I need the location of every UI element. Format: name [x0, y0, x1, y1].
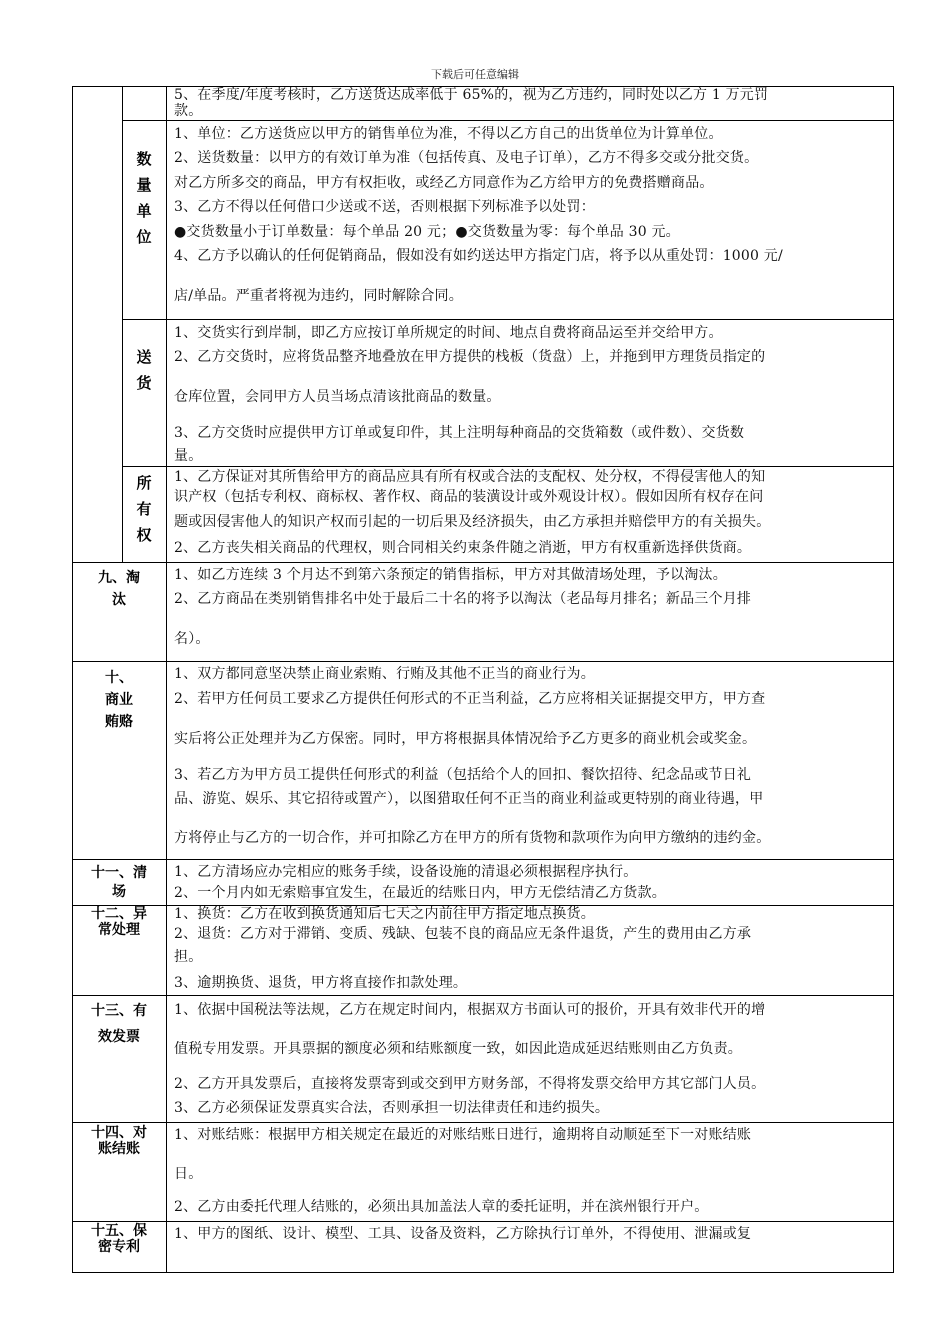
content-line: 1、乙方保证对其所售给甲方的商品应具有所有权或合法的支配权、处分权，不得侵害他人的知 [174, 469, 766, 485]
content-line: 题或因侵害他人的知识产权而引起的一切后果及经济损失，由乙方承担并赔偿甲方的有关损失。 [174, 514, 771, 530]
content-line: 3、若乙方为甲方员工提供任何形式的利益（包括给个人的回扣、餐饮招待、纪念品或节日礼 [174, 767, 752, 783]
col-divider [166, 86, 167, 1273]
content-line: 1、换货：乙方在收到换货通知后七天之内前往甲方指定地点换货。 [174, 906, 595, 922]
label-section-15 [72, 1223, 166, 1255]
content-line: 对乙方所多交的商品，甲方有权拒收，或经乙方同意作为乙方给甲方的免费搭赠商品。 [174, 175, 714, 191]
content-line: 2、乙方由委托代理人结账的，必须出具加盖法人章的委托证明，并在滨州银行开户。 [174, 1199, 709, 1215]
row-divider [122, 319, 894, 320]
content-line: 1、对账结账：根据甲方相关规定在最近的对账结账日进行，逾期将自动顺延至下一对账结账 [174, 1127, 752, 1143]
content-line: 1、交货实行到岸制，即乙方应按订单所规定的时间、地点自费将商品运至并交给甲方。 [174, 325, 723, 341]
row-divider [72, 995, 894, 996]
row-divider [122, 466, 894, 467]
content-line: 1、双方都同意坚决禁止商业索贿、行贿及其他不正当的商业行为。 [174, 666, 595, 682]
label-section-14 [72, 1125, 166, 1157]
row-divider [122, 120, 894, 121]
content-line: 3、乙方交货时应提供甲方订单或复印件，其上注明每种商品的交货箱数（或件数）、交货数 [174, 425, 745, 441]
label-quantity-unit: 数量单位 [136, 150, 152, 246]
content-line: 2、退货：乙方对于滞销、变质、残缺、包装不良的商品应无条件退货，产生的费用由乙方承 [174, 926, 752, 942]
label-section-12 [72, 906, 166, 938]
row-divider [72, 562, 894, 563]
content-line: 1、甲方的图纸、设计、模型、工具、设备及资料，乙方除执行订单外，不得使用、泄漏或复 [174, 1226, 752, 1242]
content-line: 2、乙方商品在类别销售排名中处于最后二十名的将予以淘汰（老品每月排名；新品三个月排 [174, 591, 752, 607]
content-line: 方将停止与乙方的一切合作，并可扣除乙方在甲方的所有货物和款项作为向甲方缴纳的违约金。 [174, 830, 771, 846]
content-line: 3、乙方不得以任何借口少送或不送，否则根据下列标准予以处罚： [174, 199, 595, 215]
content-line: 5、在季度/年度考核时，乙方送货达成率低于 65%的，视为乙方违约，同时处以乙方 1 万元罚 [174, 87, 769, 103]
content-line: 1、单位：乙方送货应以甲方的销售单位为准，不得以乙方自己的出货单位为计算单位。 [174, 126, 723, 142]
content-line: 日。 [174, 1166, 203, 1182]
label-delivery: 送货 [136, 348, 152, 392]
content-line: 担。 [174, 949, 203, 965]
section-14-text: 十四、对账结账 [91, 1125, 147, 1157]
content-line: 值税专用发票。开具票据的额度必须和结账额度一致，如因此造成延迟结账则由乙方负责。 [174, 1041, 742, 1057]
section-12-text: 十二、异常处理 [91, 906, 147, 938]
content-line: 店/单品。严重者将视为违约，同时解除合同。 [174, 288, 463, 304]
section-15-text: 十五、保密专利 [91, 1223, 147, 1255]
content-line: 2、乙方开具发票后，直接将发票寄到或交到甲方财务部，不得将发票交给甲方其它部门人员。 [174, 1076, 766, 1092]
section-13-text: 十三、有效发票 [91, 1003, 147, 1045]
section-10-text: 十、商业贿赂 [105, 670, 133, 730]
content-line: ●交货数量小于订单数量：每个单品 20 元；●交货数量为零：每个单品 30 元。 [174, 224, 680, 240]
col-divider [122, 86, 123, 562]
content-line: 品、游览、娱乐、其它招待或置产），以图猎取任何不正当的商业利益或更特别的商业待遇，甲 [174, 791, 764, 807]
content-line: 2、送货数量：以甲方的有效订单为准（包括传真、及电子订单），乙方不得多交或分批交货。 [174, 150, 759, 166]
label-section-10 [72, 667, 166, 733]
row-divider [72, 1221, 894, 1222]
content-line: 识产权（包括专利权、商标权、著作权、商品的装潢设计或外观设计权）。假如因所有权存在问 [174, 489, 764, 505]
content-line: 2、乙方交货时，应将货品整齐地叠放在甲方提供的栈板（货盘）上，并拖到甲方理货员指定的 [174, 349, 766, 365]
content-line: 2、若甲方任何员工要求乙方提供任何形式的不正当利益，乙方应将相关证据提交甲方，甲方查 [174, 691, 766, 707]
content-line: 2、乙方丧失相关商品的代理权，则合同相关约束条件随之消逝，甲方有权重新选择供货商。 [174, 540, 752, 556]
content-line: 量。 [174, 448, 203, 464]
section-9-text: 九、淘汰 [98, 570, 140, 608]
content-line: 仓库位置，会同甲方人员当场点清该批商品的数量。 [174, 389, 501, 405]
content-line: 1、依据中国税法等法规，乙方在规定时间内，根据双方书面认可的报价，开具有效非代开的增 [174, 1002, 766, 1018]
row-divider [72, 1122, 894, 1123]
row-divider [72, 859, 894, 860]
content-line: 1、乙方清场应办完相应的账务手续，设备设施的清退必须根据程序执行。 [174, 864, 638, 880]
content-line: 款。 [174, 103, 203, 119]
row-divider [72, 661, 894, 662]
page-header: 下载后可任意编辑 [431, 68, 519, 81]
label-ownership: 所有权 [136, 474, 152, 544]
label-section-13 [72, 998, 166, 1050]
content-line: 实后将公正处理并为乙方保密。同时，甲方将根据具体情况给予乙方更多的商业机会或奖金。 [174, 731, 757, 747]
content-line: 名）。 [174, 631, 210, 647]
label-section-9 [72, 567, 166, 611]
label-section-11 [72, 864, 166, 902]
content-line: 3、逾期换货、退货，甲方将直接作扣款处理。 [174, 975, 468, 991]
section-11-text: 十一、清场 [91, 865, 147, 900]
content-line: 1、如乙方连续 3 个月达不到第六条预定的销售指标，甲方对其做清场处理，予以淘汰。 [174, 567, 727, 583]
content-line: 2、一个月内如无索赔事宜发生，在最近的结账日内，甲方无偿结清乙方货款。 [174, 885, 666, 901]
content-line: 4、乙方予以确认的任何促销商品，假如没有如约送达甲方指定门店，将予以从重处罚：1000 元/ [174, 248, 783, 264]
content-line: 3、乙方必须保证发票真实合法，否则承担一切法律责任和违约损失。 [174, 1100, 610, 1116]
